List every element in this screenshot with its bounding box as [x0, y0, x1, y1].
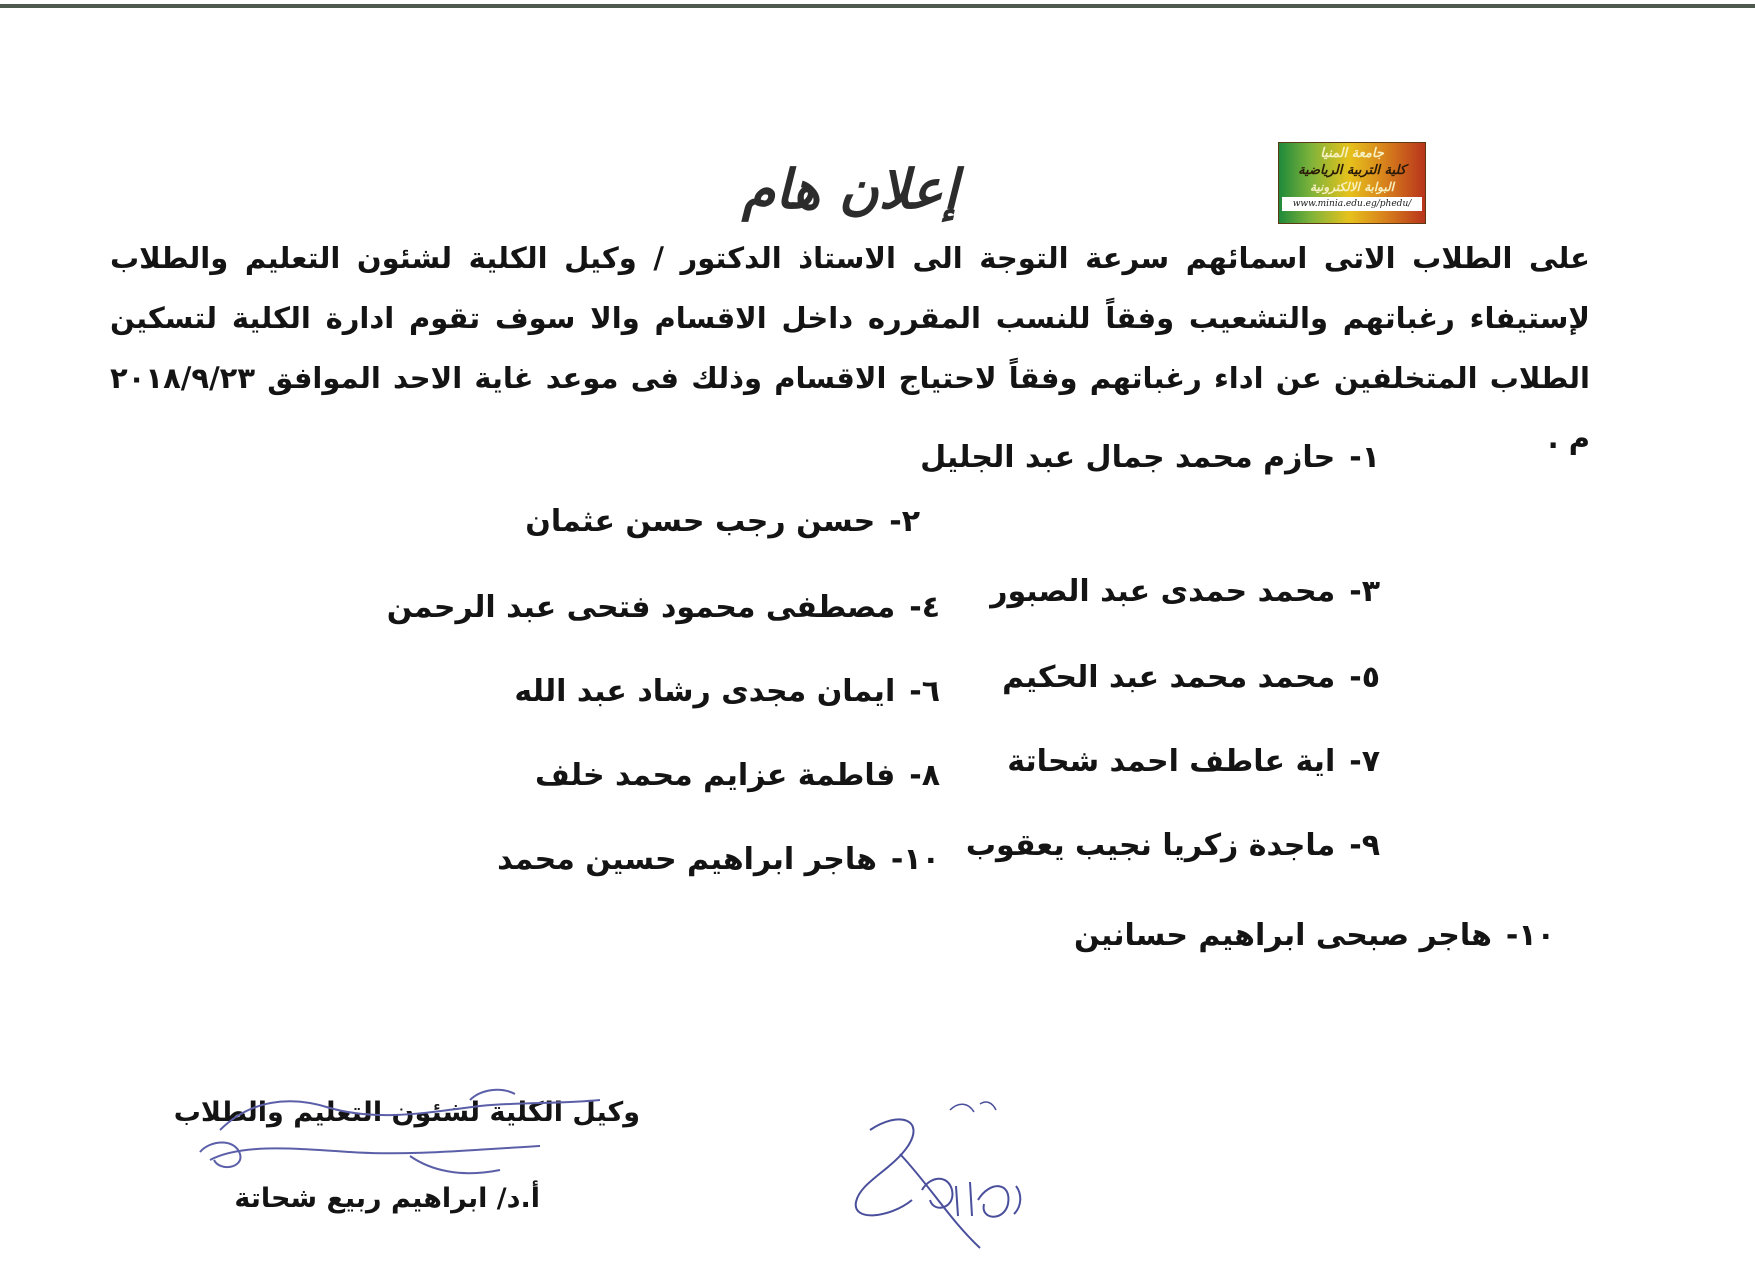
list-item — [535, 752, 940, 800]
student-name: حسن رجب حسن عثمان — [525, 504, 876, 539]
student-name: مصطفى محمود فتحى عبد الرحمن — [386, 590, 896, 625]
item-number: ٥- — [1349, 660, 1380, 695]
student-name: ايمان مجدى رشاد عبد الله — [514, 674, 896, 709]
item-number: ١٠- — [890, 842, 940, 877]
student-name: هاجر ابراهيم حسين محمد — [497, 842, 877, 877]
logo-faculty-name: كلية التربية الرياضية — [1298, 163, 1406, 178]
logo-url: www.minia.edu.eg/phedu/ — [1282, 197, 1422, 211]
handwritten-signature — [830, 1090, 1060, 1260]
item-number: ٧- — [1349, 744, 1380, 779]
list-item — [514, 668, 940, 716]
student-name: محمد حمدى عبد الصبور — [990, 574, 1336, 609]
item-number: ١٠- — [1505, 918, 1555, 953]
list-item — [525, 498, 920, 546]
list-item — [990, 568, 1380, 616]
ink-scribble — [180, 1060, 620, 1200]
list-item — [497, 836, 940, 884]
student-name: ماجدة زكريا نجيب يعقوب — [965, 828, 1336, 863]
item-number: ٢- — [889, 504, 920, 539]
list-item — [387, 584, 940, 632]
list-item — [1002, 654, 1380, 702]
signatory-name: أ.د/ ابراهيم ربيع شحاتة — [234, 1183, 540, 1214]
item-number: ٨- — [909, 758, 940, 793]
university-logo — [1278, 142, 1426, 224]
list-item — [966, 822, 1380, 870]
item-number: ١- — [1349, 440, 1380, 475]
page-title: إعلان هام — [741, 158, 959, 221]
student-name: فاطمة عزايم محمد خلف — [534, 758, 896, 793]
list-item — [1007, 738, 1380, 786]
signatory-role: وكيل الكلية لشئون التعليم والطلاب — [173, 1097, 640, 1128]
logo-university-name: جامعة المنيا — [1320, 146, 1384, 161]
item-number: ٣- — [1349, 574, 1380, 609]
announcement-body: على الطلاب الاتى اسمائهم سرعة التوجة الى الاستاذ الدكتور / وكيل الكلية لشئون التعليم والطلاب لإستيفاء رغباتهم والتشعيب وفقاً للنسب المقرره داخل الاقسام والا سوف تقوم ادارة الكلية لتسكين الطلاب المتخلفين عن اداء رغباتهم وفقاً لاحتياج الاقسام وذلك فى موعد غاية الاحد الموافق ٢٠١٨/٩/٢٣ م . — [110, 241, 1590, 455]
item-number: ٦- — [909, 674, 940, 709]
student-name: حازم محمد جمال عبد الجليل — [920, 440, 1336, 475]
student-name: اية عاطف احمد شحاتة — [1007, 744, 1336, 779]
student-name: محمد محمد عبد الحكيم — [1002, 660, 1336, 695]
list-item — [1074, 912, 1555, 960]
top-border-line — [0, 4, 1755, 8]
item-number: ٤- — [909, 590, 940, 625]
item-number: ٩- — [1349, 828, 1380, 863]
logo-portal-name: البوابة الالكترونية — [1310, 180, 1394, 194]
student-name: هاجر صبحى ابراهيم حسانين — [1074, 918, 1492, 953]
